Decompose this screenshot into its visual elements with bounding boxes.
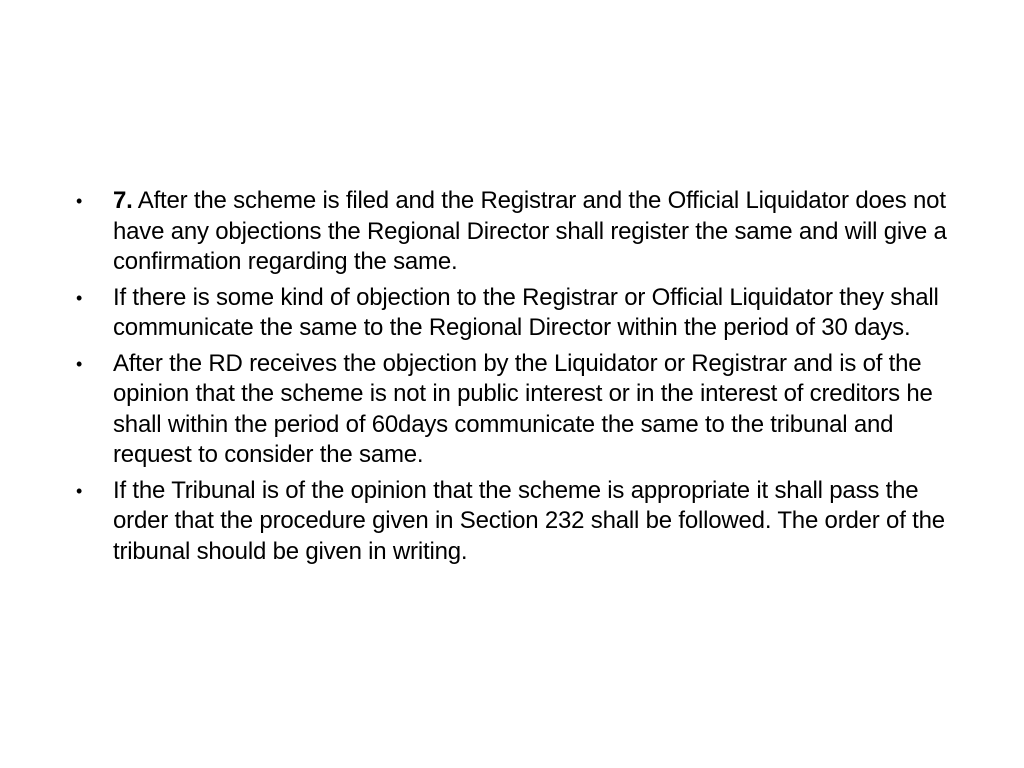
bullet-item-2 [76, 283, 976, 344]
bullet-text: After the scheme is filed and the Registrar and the Official Liquidator does not have any objections the Regional Director shall register the same and will give a confirmation regarding the same. [113, 187, 947, 275]
bullet-text: If there is some kind of objection to the Registrar or Official Liquidator they shall communicate the same to the Regional Director within the period of 30 days. [113, 283, 939, 341]
point-number: 7. [113, 187, 133, 214]
bullet-item-1 [76, 186, 976, 278]
bullet-icon: • [76, 287, 83, 308]
bullet-icon: • [76, 480, 83, 501]
bullet-item-4 [76, 476, 976, 568]
bullet-text: If the Tribunal is of the opinion that the scheme is appropriate it shall pass the order that the procedure given in Section 232 shall be followed. The order of the tribunal should be given in writing. [113, 476, 945, 565]
bullet-list [76, 186, 976, 572]
bullet-icon: • [76, 191, 83, 211]
bullet-text: After the RD receives the objection by the Liquidator or Registrar and is of the opinion that the scheme is not in public interest or in the interest of creditors he shall within the period of 60days communicate the same to the tribunal and request to consider the same. [113, 349, 933, 468]
bullet-item-3 [76, 349, 976, 471]
bullet-icon: • [76, 353, 83, 374]
